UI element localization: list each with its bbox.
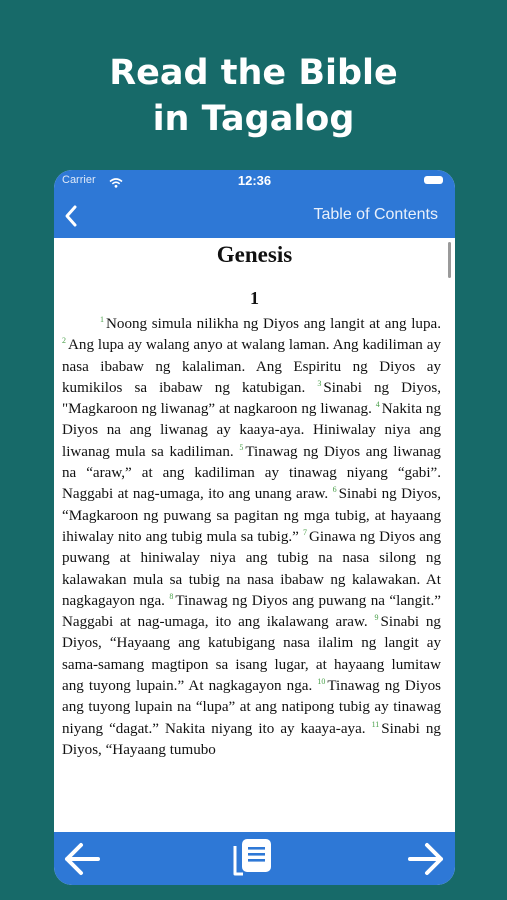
verse: Sinabi ng Diyos, "Magkaroon ng liwanag” at nagkaroon ng liwanag. xyxy=(62,379,441,418)
verse-number: 4 xyxy=(375,400,380,410)
reader-content[interactable] xyxy=(54,238,455,832)
verse: Ginawa ng Diyos ang puwang at hiniwalay niya ang tubig na nasa silong ng kalawakan mula sa tubig na nasa ibabaw ng kalawakan. At nagkagayon nga. xyxy=(62,528,441,609)
promo-line-2: in Tagalog xyxy=(152,99,355,139)
verse-number: 3 xyxy=(317,378,322,388)
verse: Tinawag ng Diyos ang puwang na “langit.” Naggabi at nag-umaga, ito ang ikalawang araw. xyxy=(62,592,441,631)
scrollbar-thumb[interactable] xyxy=(448,242,451,278)
verse: Nakita ng Diyos na ang liwanag ay kaaya-aya. Hiniwalay niya ang liwanag mula sa kadiliman. xyxy=(62,401,441,460)
table-of-contents-link[interactable]: Table of Contents xyxy=(313,206,438,223)
verse-number: 9 xyxy=(374,613,379,623)
back-button[interactable] xyxy=(62,203,82,229)
promo-headline xyxy=(0,50,507,142)
verse-text xyxy=(62,314,441,761)
chapter-list-button[interactable] xyxy=(232,836,278,883)
verse-number: 7 xyxy=(302,527,307,537)
arrow-left-icon xyxy=(62,840,102,878)
book-title: Genesis xyxy=(216,242,293,267)
promo-line-1: Read the Bible xyxy=(109,53,398,93)
verse: Tinawag ng Diyos ang liwanag na “araw,” at ang kadiliman ay tinawag niyang “gabi”. Naggabi at nag-umaga, ito ang unang araw. xyxy=(62,443,441,503)
verse-number: 5 xyxy=(239,442,244,452)
verse-number: 8 xyxy=(169,591,174,601)
verse: Sinabi ng Diyos, “Magkaroon ng puwang sa pagitan ng mga tubig, at hayaang ihiwalay nito ang tubig mula sa tubig.” xyxy=(62,486,441,545)
verse-number: 2 xyxy=(62,336,66,346)
verse-number: 11 xyxy=(371,719,380,729)
verse: Sinabi ng Diyos, “Hayaang tumubo xyxy=(62,720,441,758)
document-list-icon xyxy=(232,836,278,878)
verse-number: 6 xyxy=(332,485,337,495)
carrier-label: Carrier xyxy=(62,174,96,186)
verse: Noong simula nilikha ng Diyos ang langit at ang lupa. xyxy=(106,316,441,332)
battery-icon xyxy=(424,176,443,184)
arrow-right-icon xyxy=(406,840,446,878)
verse: Ang lupa ay walang anyo at walang laman. Ang kadiliman ay nasa ibabaw ng kalaliman. Ang Espiritu ng Diyos ay kumikilos sa ibabaw ng katubigan. xyxy=(62,337,441,396)
verse: Tinawag ng Diyos ang tuyong lupain na “lupa” at ang natipong tubig ay tinawag niyang “dagat.” Nakita niyang ito ay kaaya-aya. xyxy=(62,678,441,737)
verse-number: 1 xyxy=(100,315,104,324)
top-bar xyxy=(54,170,455,238)
bottom-toolbar xyxy=(54,832,455,885)
phone-screen xyxy=(54,170,455,885)
verse: Sinabi ng Diyos, “Hayaang ang katubigang nasa ilalim ng langit ay sama-samang magtipon sa isang lugar, at hayaang lumitaw ang tuyong lupain.” At nagkagayon nga. xyxy=(62,614,441,695)
chapter-number: 1 xyxy=(250,288,259,308)
next-chapter-button[interactable] xyxy=(406,840,446,883)
chevron-left-icon xyxy=(62,203,82,229)
previous-chapter-button[interactable] xyxy=(62,840,102,883)
verse-number: 10 xyxy=(317,677,326,687)
status-time: 12:36 xyxy=(237,173,272,188)
